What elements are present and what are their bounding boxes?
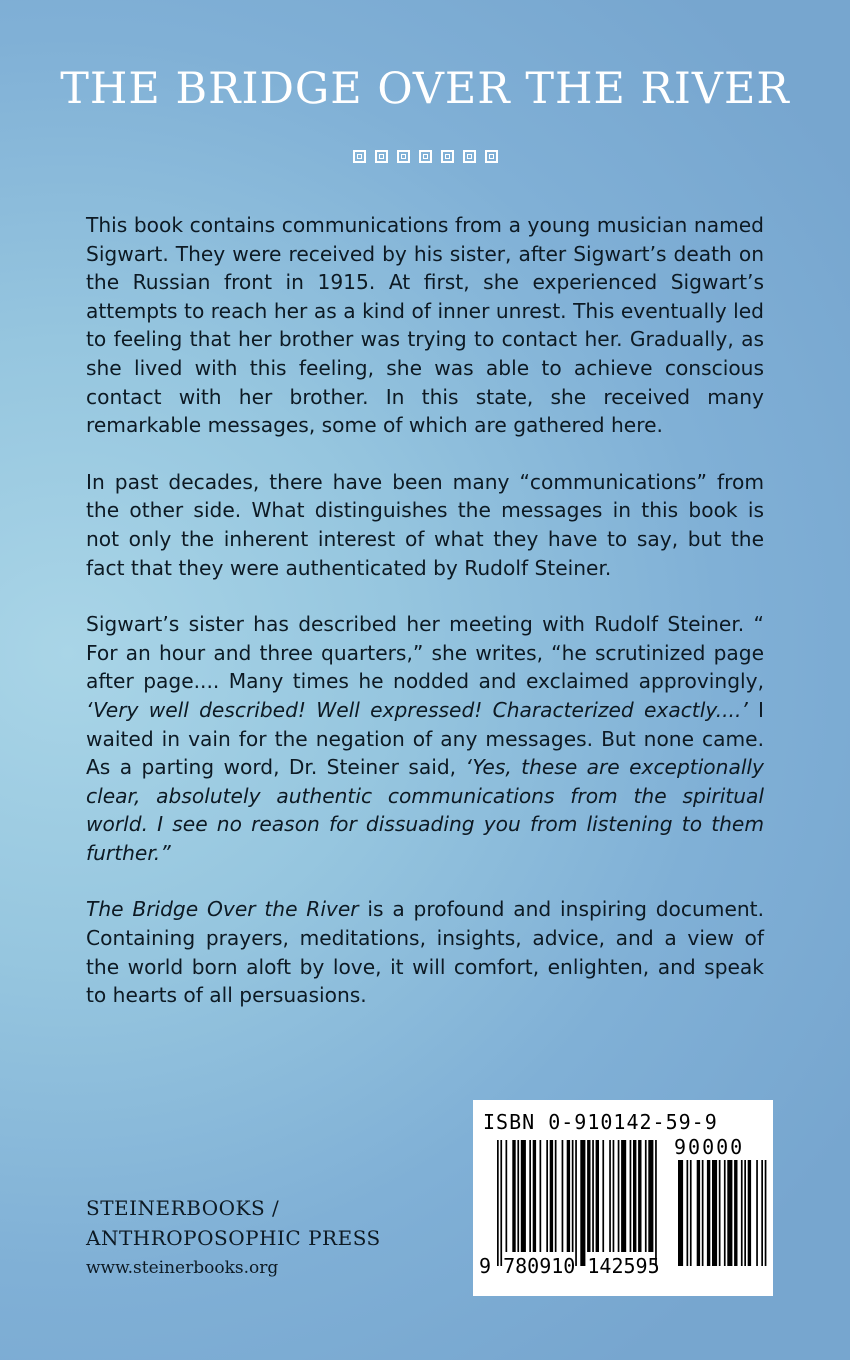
publisher-name <box>86 1193 381 1253</box>
book-description <box>86 211 764 1038</box>
publisher-line-1: STEINERBOOKS / <box>86 1196 280 1220</box>
publisher-website: www.steinerbooks.org <box>86 1258 279 1278</box>
ornament-square <box>375 150 388 163</box>
description-paragraph-1: This book contains communications from a young musician named Sigwart. They were received by his sister, after Sigwart’s death on the Russian front in 1915. At first, she experienced Sigwart’s attempts to reach her as a kind of inner unrest. This eventually led to feeling that her brother was trying to contact her. Gradually, as she lived with this feeling, she was able to achieve conscious contact with her brother. In this state, she received many remarkable messages, some of which are gathered here. <box>86 213 764 438</box>
ean-number: 9 780910 142595 <box>479 1254 660 1278</box>
ornament-square <box>441 150 454 163</box>
closing-summary: is a profound and inspiring document. Containing prayers, meditations, insights, advice, and a view of the world born aloft by love, it will comfort, enlighten, and speak to hearts of all persuasions. <box>86 897 764 1008</box>
ornament-square <box>353 150 366 163</box>
ornament-square <box>419 150 432 163</box>
book-title-inline: The Bridge Over the River <box>86 897 359 922</box>
book-title: THE BRIDGE OVER THE RIVER <box>60 64 790 114</box>
ornament-square <box>397 150 410 163</box>
decorative-key-ornament <box>0 150 850 163</box>
description-paragraph-3 <box>86 610 764 867</box>
description-paragraph-4 <box>86 895 764 1009</box>
steiner-meeting-text: Sigwart’s sister has described her meeting with Rudolf Steiner. “ For an hour and three quarters,” she writes, “he scrutinized page after page.... Many times he nodded and exclaimed approvingly, <box>86 612 764 694</box>
isbn-label: ISBN 0-910142-59-9 <box>483 1110 718 1134</box>
addon-barcode-bars <box>678 1160 766 1266</box>
isbn-barcode <box>473 1100 773 1296</box>
ornament-square <box>463 150 476 163</box>
steiner-meeting-text-continued: I waited in vain for the negation of any messages. But none came. As a parting word, Dr. Steiner said, <box>86 697 765 780</box>
main-barcode-bars <box>497 1140 657 1266</box>
steiner-quote-parting: ‘Yes, these are exceptionally clear, absolutely authentic communications from the spiritual world. I see no reason for dissuading you from listening to them further.” <box>86 755 764 865</box>
steiner-quote-approval: ‘Very well described! Well expressed! Characterized exactly....’ <box>86 697 748 722</box>
ornament-square <box>485 150 498 163</box>
price-code: 90000 <box>674 1135 745 1159</box>
description-paragraph-2: In past decades, there have been many “communications” from the other side. What distinguishes the messages in this book is not only the inherent interest of what they have to say, but the fact that they were authenticated by Rudolf Steiner. <box>86 469 764 580</box>
publisher-line-2: ANTHROPOSOPHIC PRESS <box>86 1226 381 1250</box>
